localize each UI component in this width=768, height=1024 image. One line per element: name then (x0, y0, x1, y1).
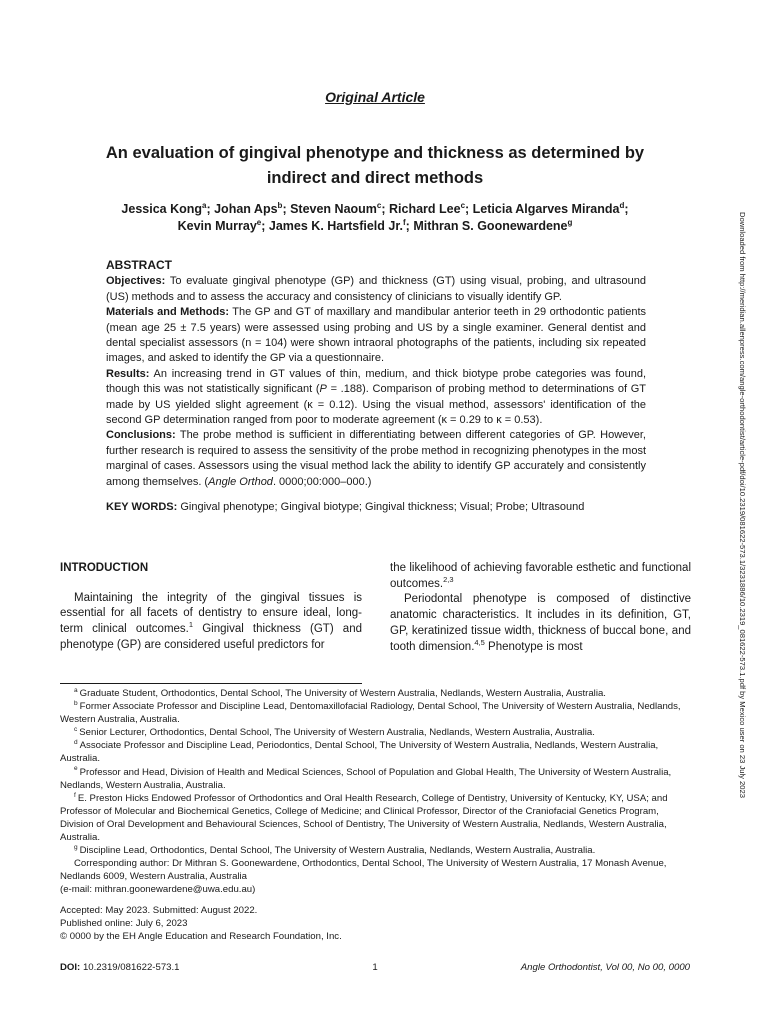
methods-text: The GP and GT of maxillary and mandibular anterior teeth in 29 orthodontic patients (mean age 25 ± 7.5 years) were assessed using probing and US by a single examiner. General dentist and dental specialist assessors (n = 104) were shown intraoral photographs of the patients, including six repeated images, and asked to identify the GP via a questionnaire. (106, 306, 646, 365)
author-affiliation-marker: e (256, 217, 262, 227)
body-column-right (390, 561, 691, 655)
affiliation-footnote (60, 687, 692, 700)
objectives-text: To evaluate gingival phenotype (GP) and thickness (GT) using visual, probing, and ultrasound (US) methods and to assess the accuracy and consistency of clinicians to visually identify GP. (106, 275, 646, 303)
affiliation-footnote (60, 700, 692, 726)
author-name: Kevin Murray (177, 219, 257, 233)
footnote-marker: g (74, 843, 78, 851)
abstract-section (106, 258, 646, 516)
conclusions-journal: Angle Orthod (208, 475, 273, 488)
footnote-text: Senior Lecturer, Orthodontics, Dental School, The University of Western Australia, Nedlands, Western Australia, Australia. (79, 727, 595, 739)
intro-r1-text: the likelihood of achieving favorable esthetic and functional outcomes. (390, 562, 691, 590)
affiliation-footnote (60, 739, 692, 765)
author-affiliation-marker: c (460, 200, 466, 210)
author-name: Mithran S. Goonewardene (413, 219, 568, 233)
affiliation-footnotes (60, 687, 692, 897)
affiliation-footnote (60, 726, 692, 739)
introduction-heading: INTRODUCTION (60, 562, 149, 574)
footer-journal: Angle Orthodontist, Vol 00, No 00, 0000 (520, 962, 690, 973)
abstract-conclusions (106, 428, 646, 490)
article-type: Original Article (325, 89, 425, 105)
conclusions-label: Conclusions: (106, 429, 176, 442)
footnote-marker: e (74, 765, 78, 773)
results-label: Results: (106, 367, 150, 380)
author-name: James K. Hartsfield Jr. (268, 219, 403, 233)
footnote-marker: c (74, 726, 78, 734)
affiliation-footnote (60, 766, 692, 792)
doi-value: 10.2319/081622-573.1 (82, 962, 180, 973)
author-list (70, 201, 680, 235)
intro-paragraph-1 (60, 591, 362, 654)
intro-p1-text-2: Gingival thickness (GT) and phenotype (GP) are considered useful predictors for (60, 623, 362, 651)
author-affiliation-marker: a (202, 200, 207, 210)
intro-r2-text: Periodontal phenotype is composed of distinctive anatomic characteristics. It includes in its definition, GT, GP, keratinized tissue width, thickness of buccal bone, and tooth dimension. (390, 593, 691, 653)
abstract-heading: ABSTRACT (106, 258, 172, 272)
author-name: Steven Naoum (290, 202, 377, 216)
author-separator: ; (206, 202, 215, 216)
footnote-marker: d (74, 739, 78, 747)
abstract-results (106, 367, 646, 429)
footnote-marker: a (74, 686, 78, 694)
page-number: 1 (372, 962, 378, 973)
author-affiliation-marker: g (567, 217, 573, 227)
author-line-1 (70, 201, 680, 218)
author-name: Leticia Algarves Miranda (472, 202, 620, 216)
download-watermark-text: Downloaded from http://meridian.allenpress.com/angle-orthodontist/article-pdf/doi/10.2319/081622-573.1/3231886/10.2319_081622-573.1.pdf by Mexico user on 23 July 2023 (738, 212, 747, 798)
author-name: Johan Aps (214, 202, 278, 216)
keywords-label: KEY WORDS: (106, 501, 178, 514)
abstract-objectives (106, 274, 646, 305)
conclusions-text-2: . 0000;00:000–000.) (272, 475, 372, 488)
footnote-marker: b (74, 699, 78, 707)
abstract-methods (106, 305, 646, 367)
author-affiliation-marker: f (403, 217, 406, 227)
footnote-list (60, 687, 692, 857)
intro-paragraph-2 (390, 592, 691, 655)
footer-doi (60, 962, 180, 973)
results-text-2: = .188). Comparison of probing method to determinations of GT made by US yielded slight agreement (κ = 0.12). Using the visual method, assessors' identification of the second GP determination ranged from poor to moderate agreement (κ = 0.29 to κ = 0.53). (106, 383, 646, 427)
footnote-divider (60, 683, 362, 684)
author-separator: ; (405, 219, 414, 233)
affiliation-footnote (60, 844, 692, 857)
author-affiliation-marker: b (277, 200, 283, 210)
article-title: An evaluation of gingival phenotype and thickness as determined by indirect and direct methods (105, 144, 645, 187)
keywords-text: Gingival phenotype; Gingival biotype; Gingival thickness; Visual; Probe; Ultrasound (180, 501, 585, 514)
citation-2-3: 2,3 (443, 574, 454, 584)
doi-label: DOI: (60, 962, 81, 973)
publication-dates (60, 904, 560, 943)
author-name: Richard Lee (389, 202, 461, 216)
footnote-text: E. Preston Hicks Endowed Professor of Orthodontics and Oral Health Research, College of Dentistry, University of Kentucky, KY, USA; and Professor of Molecular and Biochemical Genetics, College of Medicine; and Clinical Professor, Director of the Craniofacial Genetics Program, Division of Oral Development and Behavioural Sciences, School of Dentistry, The University of Western Australia, Nedlands, Western Australia, Australia. (60, 792, 668, 844)
corresponding-author: Corresponding author: Dr Mithran S. Goonewardene, Orthodontics, Dental School, The University of Western Australia, 17 Monash Avenue, Nedlands 6009, Western Australia, Australia (60, 858, 667, 883)
accepted-submitted: Accepted: May 2023. Submitted: August 2022. (60, 905, 258, 916)
author-affiliation-marker: d (619, 200, 625, 210)
footnote-text: Graduate Student, Orthodontics, Dental School, The University of Western Australia, Nedlands, Western Australia, Australia. (79, 688, 606, 699)
footnote-text: Professor and Head, Division of Health and Medical Sciences, School of Population and Global Health, The University of Western Australia, Nedlands, Western Australia, Australia. (60, 766, 672, 791)
author-line-2 (70, 218, 680, 235)
citation-4-5: 4,5 (474, 637, 485, 647)
author-separator: ; (381, 202, 390, 216)
methods-label: Materials and Methods: (106, 306, 230, 319)
objectives-label: Objectives: (106, 275, 166, 288)
results-text-1: An increasing trend in GT values of thin, medium, and thick biotype probe categories was found, though this was not statistically significant ( (106, 367, 647, 396)
author-affiliation-marker: c (376, 200, 382, 210)
body-column-left (60, 561, 362, 654)
intro-p1-text: Maintaining the integrity of the gingival tissues is essential for all facets of dentistry to ensure ideal, long-term clinical outcomes. (60, 591, 362, 636)
author-separator: ; (282, 202, 291, 216)
footnote-text: Associate Professor and Discipline Lead, Periodontics, Dental School, The University of Western Australia, Nedlands, Western Australia, Australia. (60, 740, 659, 765)
footnote-text: Former Associate Professor and Discipline Lead, Dentomaxillofacial Radiology, Dental School, The University of Western Australia, Nedlands, Western Australia, Australia. (60, 701, 681, 726)
author-separator: ; (261, 219, 269, 233)
intro-paragraph-1-continued (390, 561, 691, 592)
abstract-keywords (106, 500, 646, 515)
conclusions-text-1: The probe method is sufficient in differentiating between different categories of GP. However, further research is required to assess the sensitivity of the probe method in recognizing phenotypes in the most marginal of cases. Assessors using the visual method lack the ability to identify GP accurately and consistently among themselves. ( (106, 429, 646, 488)
footnote-text: Discipline Lead, Orthodontics, Dental School, The University of Western Australia, Nedlands, Western Australia, Australia. (79, 845, 596, 857)
author-separator: ; (465, 202, 473, 216)
intro-r2-text-2: Phenotype is most (484, 640, 583, 653)
copyright: © 0000 by the EH Angle Education and Research Foundation, Inc. (60, 931, 342, 943)
results-p-value-symbol: P (319, 383, 327, 396)
corresponding-email: (e-mail: mithran.goonewardene@uwa.edu.au) (60, 884, 256, 896)
author-separator: ; (624, 202, 629, 216)
published-online: Published online: July 6, 2023 (60, 918, 188, 930)
affiliation-footnote (60, 792, 692, 844)
download-watermark (734, 212, 748, 1000)
author-name: Jessica Kong (121, 202, 203, 216)
citation-1: 1 (188, 620, 194, 630)
footnote-marker: f (74, 791, 76, 799)
